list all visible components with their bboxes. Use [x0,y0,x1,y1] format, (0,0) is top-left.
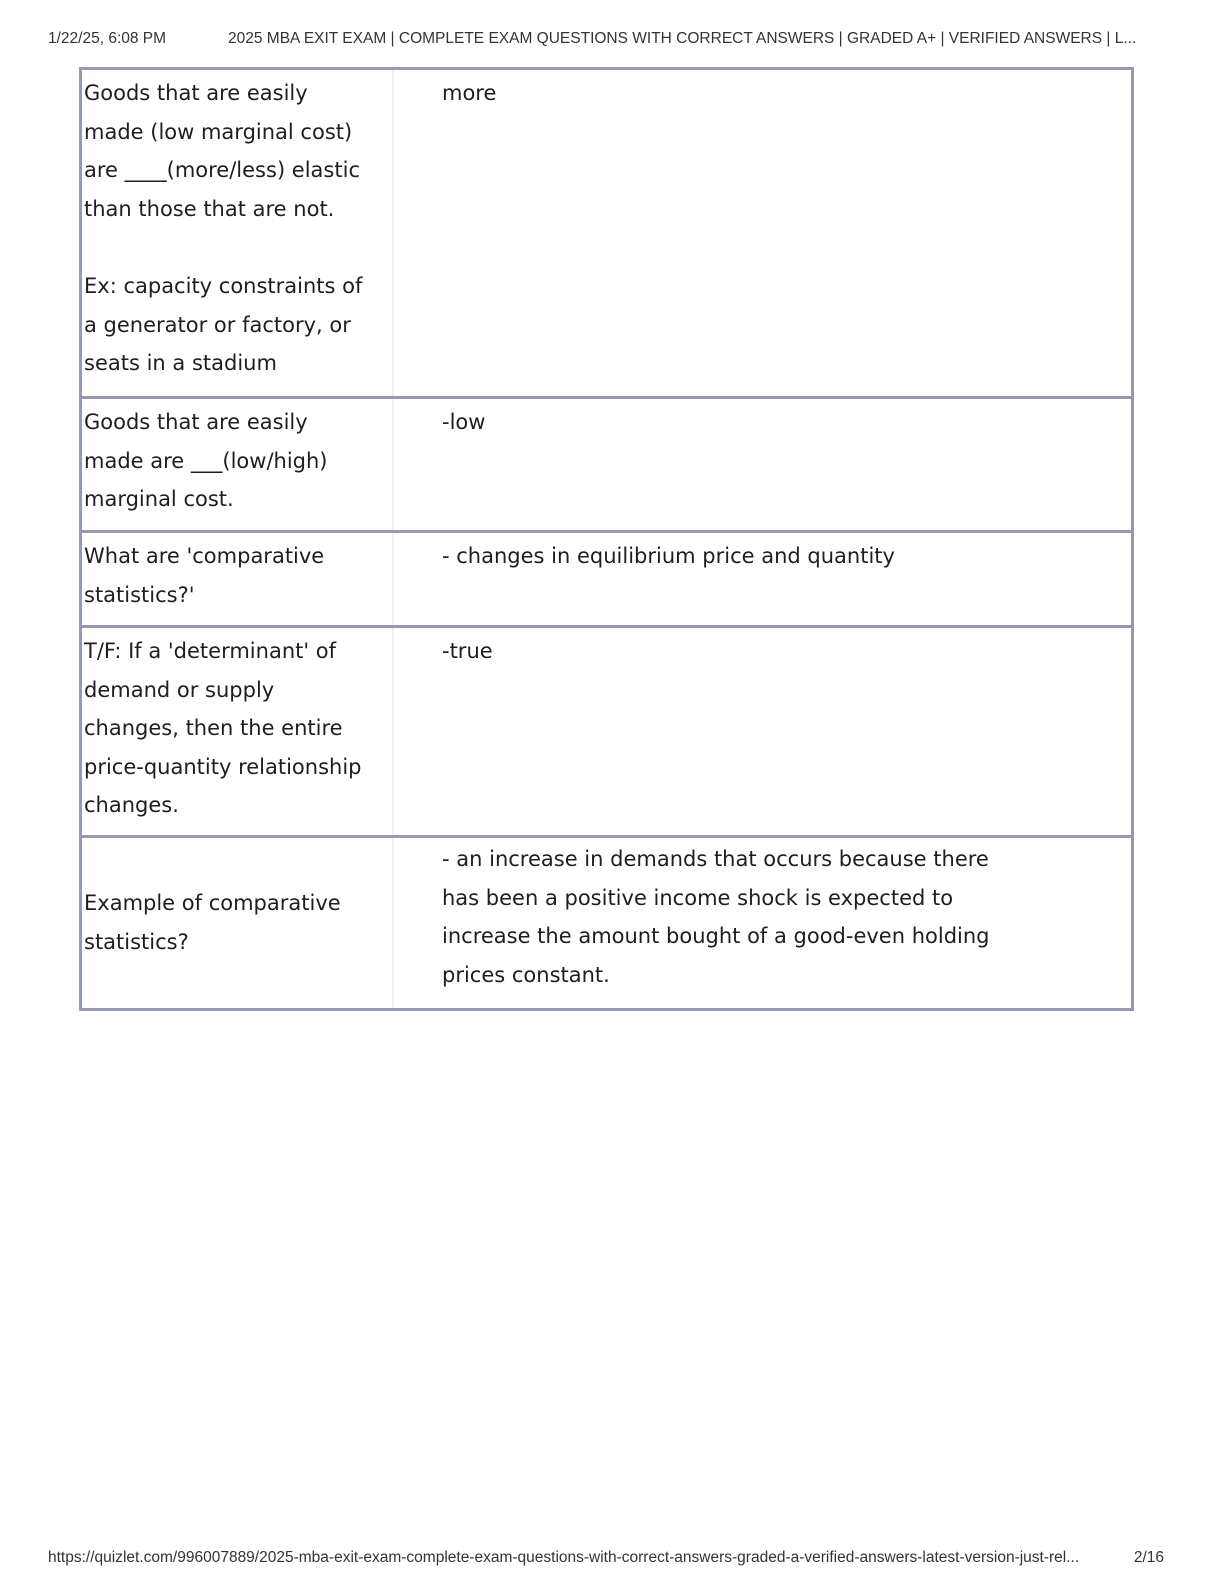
flashcard-row [82,399,1131,533]
card-term: Goods that are easily made (low marginal cost) are ____(more/less) elastic than those that are not. Ex: capacity constraints of a generator or factory, or seats in a stadium [82,70,394,396]
flashcard-row [82,70,1131,399]
card-term: Example of comparative statistics? [82,838,394,1008]
card-definition: -low [442,410,486,434]
page-url: https://quizlet.com/996007889/2025-mba-exit-exam-complete-exam-questions-with-correct-answers-graded-a-verified-answers-latest-version-just-rel... [48,1549,1080,1566]
flashcard-table [79,67,1134,1011]
card-term: What are 'comparative statistics?' [82,533,394,625]
card-definition: - changes in equilibrium price and quantity [442,544,895,568]
flashcard-row [82,838,1131,1011]
document-title: 2025 MBA EXIT EXAM | COMPLETE EXAM QUESTIONS WITH CORRECT ANSWERS | GRADED A+ | VERIFIED ANSWERS | L... [228,30,1137,47]
print-datetime: 1/22/25, 6:08 PM [48,30,167,47]
card-term: T/F: If a 'determinant' of demand or supply changes, then the entire price-quantity relationship changes. [82,628,394,835]
flashcard-row [82,628,1131,838]
print-footer [48,1549,1176,1569]
page-number: 2/16 [1133,1549,1164,1566]
flashcard-row [82,533,1131,628]
card-term: Goods that are easily made are ___(low/high) marginal cost. [82,399,394,530]
card-definition: -true [442,639,493,663]
print-header [48,30,1176,50]
card-definition: - an increase in demands that occurs because there has been a positive income shock is expected to increase the amount bought of a good-even holding prices constant. [442,847,990,987]
card-definition: more [442,81,497,105]
